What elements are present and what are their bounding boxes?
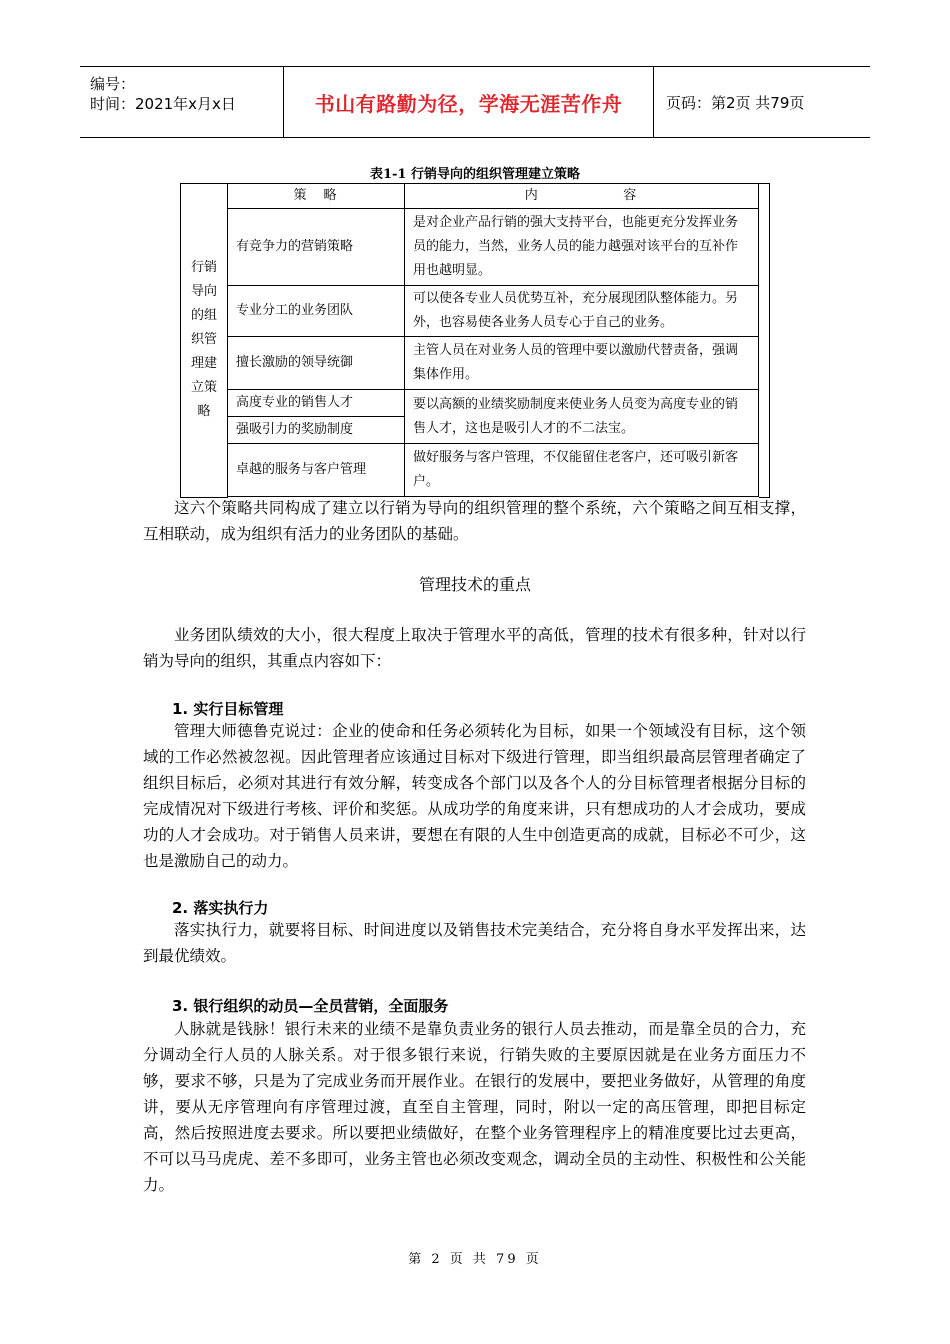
table-header-row	[181, 184, 770, 209]
col-header-strategy: 策 略	[228, 184, 405, 209]
subsection-title-1: 1. 实行目标管理	[172, 700, 284, 718]
doc-number-label: 编号：	[90, 75, 136, 93]
content-cell: 要以高额的业绩奖励制度来使业务人员变为高度专业的销售人才，这也是吸引人才的不二法宝。	[405, 390, 759, 444]
table-row	[181, 286, 770, 337]
strategy-cell: 卓越的服务与客户管理	[228, 444, 405, 497]
subsection-title-2: 2. 落实执行力	[172, 899, 269, 917]
page-footer: 第 2 页 共 79 页	[408, 1252, 542, 1267]
content-cell: 可以使各专业人员优势互补，充分展现团队整体能力。另外，也容易使各业务人员专心于自己的业务。	[405, 286, 759, 337]
strategy-cell: 高度专业的销售人才	[228, 390, 405, 417]
document-header	[80, 66, 870, 138]
content-cell: 做好服务与客户管理，不仅能留住老客户，还可吸引新客户。	[405, 444, 759, 497]
header-meta-cell	[80, 67, 284, 137]
table-row	[181, 444, 770, 497]
table-row	[181, 209, 770, 286]
subsection-text-3: 人脉就是钱脉！银行未来的业绩不是靠负责业务的银行人员去推动，而是靠全员的合力，充分调动全行人员的人脉关系。对于很多银行来说，行销失败的主要原因就是在业务方面压力不够，要求不够，只是为了完成业务而开展作业。在银行的发展中，要把业务做好，从管理的角度讲，要从无序管理向有序管理过渡，直至自主管理，同时，附以一定的高压管理，即把目标定高，然后按照进度去要求。所以要把业绩做好，在整个业务管理程序上的精准度要比过去更高，不可以马马虎虎、差不多即可，业务主管也必须改变观念，调动全员的主动性、积极性和公关能力。	[143, 1020, 806, 1194]
strategy-table	[180, 183, 770, 498]
content-cell: 是对企业产品行销的强大支持平台，也能更充分发挥业务员的能力，当然，业务人员的能力越强对该平台的互补作用也越明显。	[405, 209, 759, 286]
subsection-text-2: 落实执行力，就要将目标、时间进度以及销售技术完美结合，充分将自身水平发挥出来，达到最优绩效。	[143, 921, 806, 965]
strategy-cell: 擅长激励的领导统御	[228, 337, 405, 390]
strategy-cell: 强吸引力的奖励制度	[228, 417, 405, 444]
table-row	[181, 390, 770, 417]
subsection-text-1: 管理大师德鲁克说过：企业的使命和任务必须转化为目标，如果一个领域没有目标，这个领域的工作必然被忽视。因此管理者应该通过目标对下级进行管理，即当组织最高层管理者确定了组织目标后，必须对其进行有效分解，转变成各个部门以及各个人的分目标管理者根据分目标的完成情况对下级进行考核、评价和奖惩。从成功学的角度来讲，只有想成功的人才会成功，要成功的人才会成功。对于销售人员来讲，要想在有限的人生中创造更高的成就，目标必不可少，这也是激励自己的动力。	[143, 722, 806, 870]
section-title: 管理技术的重点	[418, 575, 531, 594]
strategy-cell: 有竞争力的营销策略	[228, 209, 405, 286]
col-header-content: 内 容	[405, 184, 759, 209]
strategy-cell: 专业分工的业务团队	[228, 286, 405, 337]
intro-paragraph: 业务团队绩效的大小，很大程度上取决于管理水平的高低，管理的技术有很多种，针对以行销为导向的组织，其重点内容如下：	[143, 626, 806, 670]
table-caption: 表1-1 行销导向的组织管理建立策略	[369, 167, 580, 182]
subsection-title-3: 3. 银行组织的动员—全员营销，全面服务	[172, 997, 449, 1015]
header-motto-cell	[284, 67, 654, 137]
header-page-cell	[654, 67, 870, 137]
table-side-label: 行销导向的组织管理建立策略	[181, 184, 228, 498]
content-cell: 主管人员在对业务人员的管理中要以激励代替责备，强调集体作用。	[405, 337, 759, 390]
summary-paragraph: 这六个策略共同构成了建立以行销为导向的组织管理的整个系统，六个策略之间互相支撑，互相联动，成为组织有活力的业务团队的基础。	[143, 499, 806, 543]
motto: 书山有路勤为径，学海无涯苦作舟	[314, 91, 623, 116]
page-info: 页码：第2页 共79页	[666, 93, 805, 112]
table-row	[181, 337, 770, 390]
doc-date-label: 时间：2021年x月x日	[90, 95, 236, 113]
